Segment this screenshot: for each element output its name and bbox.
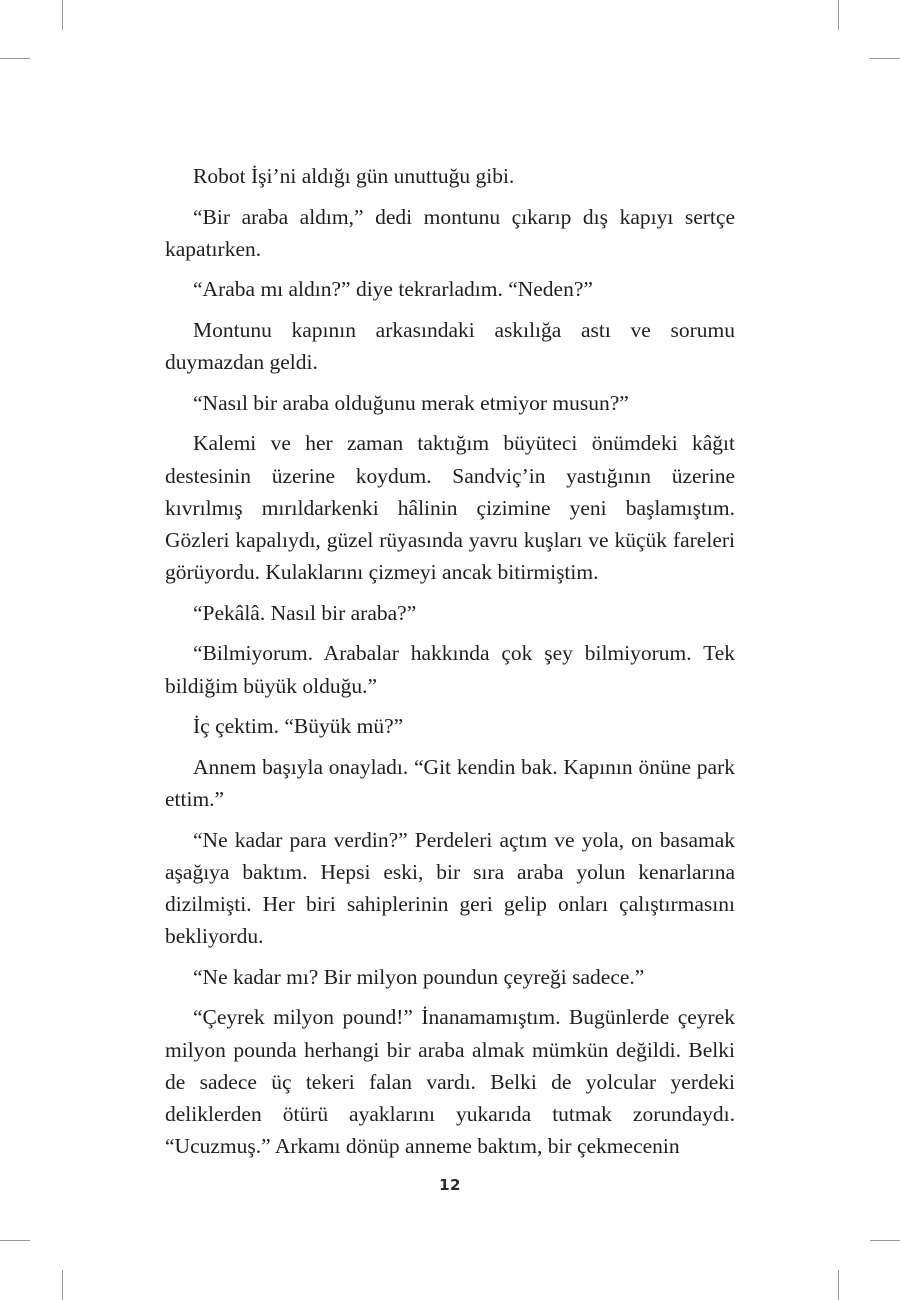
paragraph: Montunu kapının arkasındaki askılığa astı ve sorumu duymazdan geldi. [165,317,735,375]
paragraph: “Bir araba aldım,” dedi montunu çıkarıp dış kapıyı sertçe kapatırken. [165,204,735,261]
paragraph: İç çektim. “Büyük mü?” [193,714,404,739]
paragraph: “Çeyrek milyon pound!” İnanamamıştım. Bugünlerde çeyrek milyon pounda herhangi bir araba almak mümkün değildi. Belki de sadece üç tekeri falan vardı. Belki de yolcular yerdeki deliklerden ötürü ayaklarını yukarıda tutmak zorundaydı. “Ucuzmuş.” Arkamı dönüp anneme baktım, bir çekmecenin [165,1005,735,1159]
paragraph: Annem başıyla onayladı. “Git kendin bak. Kapının önüne park ettim.” [165,754,735,811]
crop-mark-top-right [838,0,839,30]
paragraph: “Ne kadar para verdin?” Perdeleri açtım ve yola, on basamak aşağıya baktım. Hepsi eski, bir sıra araba yolun kenarlarına dizilmişti. Her biri sahiplerinin geri gelip onları çalıştırmasını bekliyordu. [165,827,735,949]
body-text [165,160,735,1162]
paragraph: “Araba mı aldın?” diye tekrarladım. “Neden?” [193,277,593,302]
page-number: 12 [439,1176,461,1194]
paragraph: “Pekâlâ. Nasıl bir araba?” [193,600,417,625]
paragraph: Robot İşi’ni aldığı gün unuttuğu gibi. [193,164,515,188]
paragraph: “Ne kadar mı? Bir milyon poundun çeyreği sadece.” [193,964,645,989]
paragraph: Kalemi ve her zaman taktığım büyüteci önümdeki kâğıt destesinin üzerine koydum. Sandviç’in yastığının üzerine kıvrılmış mırıldarkenki hâlinin çizimine yeni başlamıştım. Gözleri kapalıydı, güzel rüyasında yavru kuşları ve küçük fareleri görüyordu. Kulaklarını çizmeyi ancak bitirmiştim. [165,431,735,585]
crop-mark-left-top [0,58,30,59]
crop-mark-right-top [870,58,900,59]
crop-mark-left-bottom [0,1240,30,1241]
crop-mark-bottom-left [62,1270,63,1300]
crop-mark-right-bottom [870,1240,900,1241]
paragraph: “Bilmiyorum. Arabalar hakkında çok şey bilmiyorum. Tek bildiğim büyük olduğu.” [165,641,735,698]
crop-mark-top-left [62,0,63,30]
paragraph: “Nasıl bir araba olduğunu merak etmiyor musun?” [193,390,629,415]
crop-mark-bottom-right [838,1270,839,1300]
